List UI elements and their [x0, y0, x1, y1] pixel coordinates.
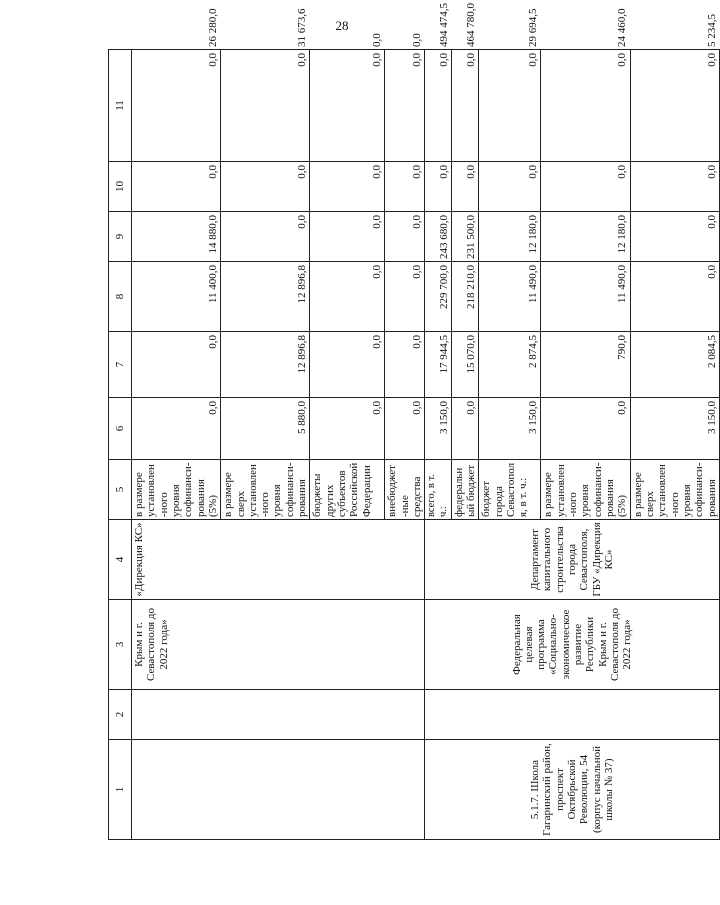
value-cell: 0,0 — [132, 50, 221, 162]
value-cell: 243 680,0 — [425, 212, 452, 262]
value-cell: 2 084,5 — [630, 332, 719, 398]
value-cell: 11 400,0 — [132, 262, 221, 332]
table-row: в размере сверх установлен-ного уровня софинанси-рования 3 150,0 2 084,5 0,0 0,0 0,0 0,0 5 234,5 — [630, 50, 719, 840]
header-cell: 8 — [109, 262, 132, 332]
value-cell: 0,0 — [310, 398, 385, 460]
table-row: 5.1.7. Школа Гагаринский район, проспект Октябрьской Революции, 54 (корпус начальной школы № 37) Федеральная целевая программа «Социально-экономическое развитие Республики Крым и г. Севастополя до 2022 года» Департамент капитального строительства города Севастополя, ГБУ «Дирекция КС» всего, в т. ч.: 3 150,0 17 944,5 229 700,0 243 680,0 0,0 0,0 494 474,5 — [425, 50, 452, 840]
funding-source-label: в размере установлен-ного уровня софинанси-рования (5%) — [541, 460, 630, 520]
value-cell: 12 180,0 — [479, 212, 541, 262]
value-cell: 12 180,0 — [541, 212, 630, 262]
rotated-table-wrapper — [108, 3, 718, 840]
header-cell: 9 — [109, 212, 132, 262]
program-cell-continued: Крым и г. Севастополя до 2022 года» — [132, 600, 425, 690]
funding-source-label: в размере сверх установлен-ного уровня софинанси-рования — [221, 460, 310, 520]
header-cell: 5 — [109, 460, 132, 520]
funding-source-label: бюджеты других субъектов Российской Федерации — [310, 460, 385, 520]
header-cell: 1 — [109, 740, 132, 840]
value-cell: 0,0 — [630, 162, 719, 212]
value-cell: 0,0 — [425, 162, 452, 212]
header-cell: 10 — [109, 162, 132, 212]
value-cell: 0,0 — [630, 212, 719, 262]
page-number: 28 — [335, 18, 349, 33]
value-cell: 11 490,0 — [541, 262, 630, 332]
value-cell: 0,0 — [630, 50, 719, 162]
value-cell: 0,0 — [385, 332, 425, 398]
value-cell: 790,0 — [541, 332, 630, 398]
funding-source-label: в размере сверх установлен-ного уровня софинанси-рования — [630, 460, 719, 520]
funding-source-label: федеральный бюджет — [451, 460, 479, 520]
header-cell: 2 — [109, 690, 132, 740]
funding-source-label: всего, в т. ч.: — [425, 460, 452, 520]
value-cell: 0,0 — [425, 50, 452, 162]
table-row: бюджет города Севастополя, в т. ч.: 3 150,0 2 874,5 11 490,0 12 180,0 0,0 0,0 29 694,5 — [479, 50, 541, 840]
value-cell: 0,0 — [479, 50, 541, 162]
value-cell: 0,0 — [479, 162, 541, 212]
value-cell: 0,0 — [221, 162, 310, 212]
value-cell: 12 896,8 — [221, 332, 310, 398]
value-cell: 12 896,8 — [221, 262, 310, 332]
value-cell: 0,0 — [310, 262, 385, 332]
header-cell: 7 — [109, 332, 132, 398]
value-cell: 0,0 — [310, 332, 385, 398]
value-cell: 0,0 — [132, 162, 221, 212]
executor-cell-continued: «Дирекция КС» — [132, 520, 425, 600]
value-cell: 3 150,0 — [630, 398, 719, 460]
value-cell: 0,0 — [310, 50, 385, 162]
header-cell: 6 — [109, 398, 132, 460]
funding-source-label: внебюджет-ные средства — [385, 460, 425, 520]
item-name-cell: 5.1.7. Школа Гагаринский район, проспект Октябрьской Революции, 54 (корпус начальной школы № 37) — [425, 740, 720, 840]
header-row — [109, 50, 132, 840]
funding-source-label: бюджет города Севастополя, в т. ч.: — [479, 460, 541, 520]
funding-source-label: в размере установлен-ного уровня софинанси-рования (5%) — [132, 460, 221, 520]
value-cell: 3 150,0 — [425, 398, 452, 460]
value-cell: 0,0 — [221, 50, 310, 162]
value-cell: 17 944,5 — [425, 332, 452, 398]
table-row: бюджеты других субъектов Российской Федерации 0,0 0,0 0,0 0,0 0,0 0,0 0,0 — [310, 50, 385, 840]
value-cell: 2 874,5 — [479, 332, 541, 398]
value-cell: 229 700,0 — [425, 262, 452, 332]
table-row: в размере установлен-ного уровня софинанси-рования (5%) 0,0 790,0 11 490,0 12 180,0 0,0 0,0 24 460,0 — [541, 50, 630, 840]
program-cell: Федеральная целевая программа «Социально-экономическое развитие Республики Крым и г. Севастополя до 2022 года» — [425, 600, 720, 690]
header-cell: 3 — [109, 600, 132, 690]
value-cell: 0,0 — [451, 398, 479, 460]
funding-table — [108, 3, 720, 840]
value-cell: 0,0 — [385, 212, 425, 262]
value-cell: 15 070,0 — [451, 332, 479, 398]
table-row: внебюджет-ные средства 0,0 0,0 0,0 0,0 0,0 0,0 0,0 — [385, 50, 425, 840]
value-cell: 0,0 — [310, 162, 385, 212]
value-cell: 14 880,0 — [132, 212, 221, 262]
value-cell: 0,0 — [451, 162, 479, 212]
value-cell: 0,0 — [310, 212, 385, 262]
value-cell: 5 880,0 — [221, 398, 310, 460]
value-cell: 0,0 — [132, 332, 221, 398]
value-cell: 0,0 — [451, 50, 479, 162]
value-cell: 0,0 — [541, 398, 630, 460]
table-row: федеральный бюджет 0,0 15 070,0 218 210,0 231 500,0 0,0 0,0 464 780,0 — [451, 50, 479, 840]
value-cell: 0,0 — [132, 398, 221, 460]
value-cell: 0,0 — [385, 262, 425, 332]
cell-empty — [132, 740, 425, 840]
value-cell: 0,0 — [221, 212, 310, 262]
value-cell: 0,0 — [541, 162, 630, 212]
table-row: в размере сверх установлен-ного уровня софинанси-рования 5 880,0 12 896,8 12 896,8 0,0 0,0 0,0 31 673,6 — [221, 50, 310, 840]
value-cell: 11 490,0 — [479, 262, 541, 332]
value-cell: 218 210,0 — [451, 262, 479, 332]
header-cell: 4 — [109, 520, 132, 600]
header-cell: 11 — [109, 50, 132, 162]
cell-empty — [425, 690, 720, 740]
value-cell: 0,0 — [385, 398, 425, 460]
value-cell: 0,0 — [385, 162, 425, 212]
table-row: Крым и г. Севастополя до 2022 года» «Дирекция КС» в размере установлен-ного уровня софинанси-рования (5%) 0,0 0,0 11 400,0 14 880,0 0,0 0,0 26 280,0 — [132, 50, 221, 840]
value-cell: 0,0 — [630, 262, 719, 332]
value-cell: 231 500,0 — [451, 212, 479, 262]
executor-cell: Департамент капитального строительства города Севастополя, ГБУ «Дирекция КС» — [425, 520, 720, 600]
cell-empty — [132, 690, 425, 740]
value-cell: 3 150,0 — [479, 398, 541, 460]
value-cell: 0,0 — [385, 50, 425, 162]
value-cell: 0,0 — [541, 50, 630, 162]
